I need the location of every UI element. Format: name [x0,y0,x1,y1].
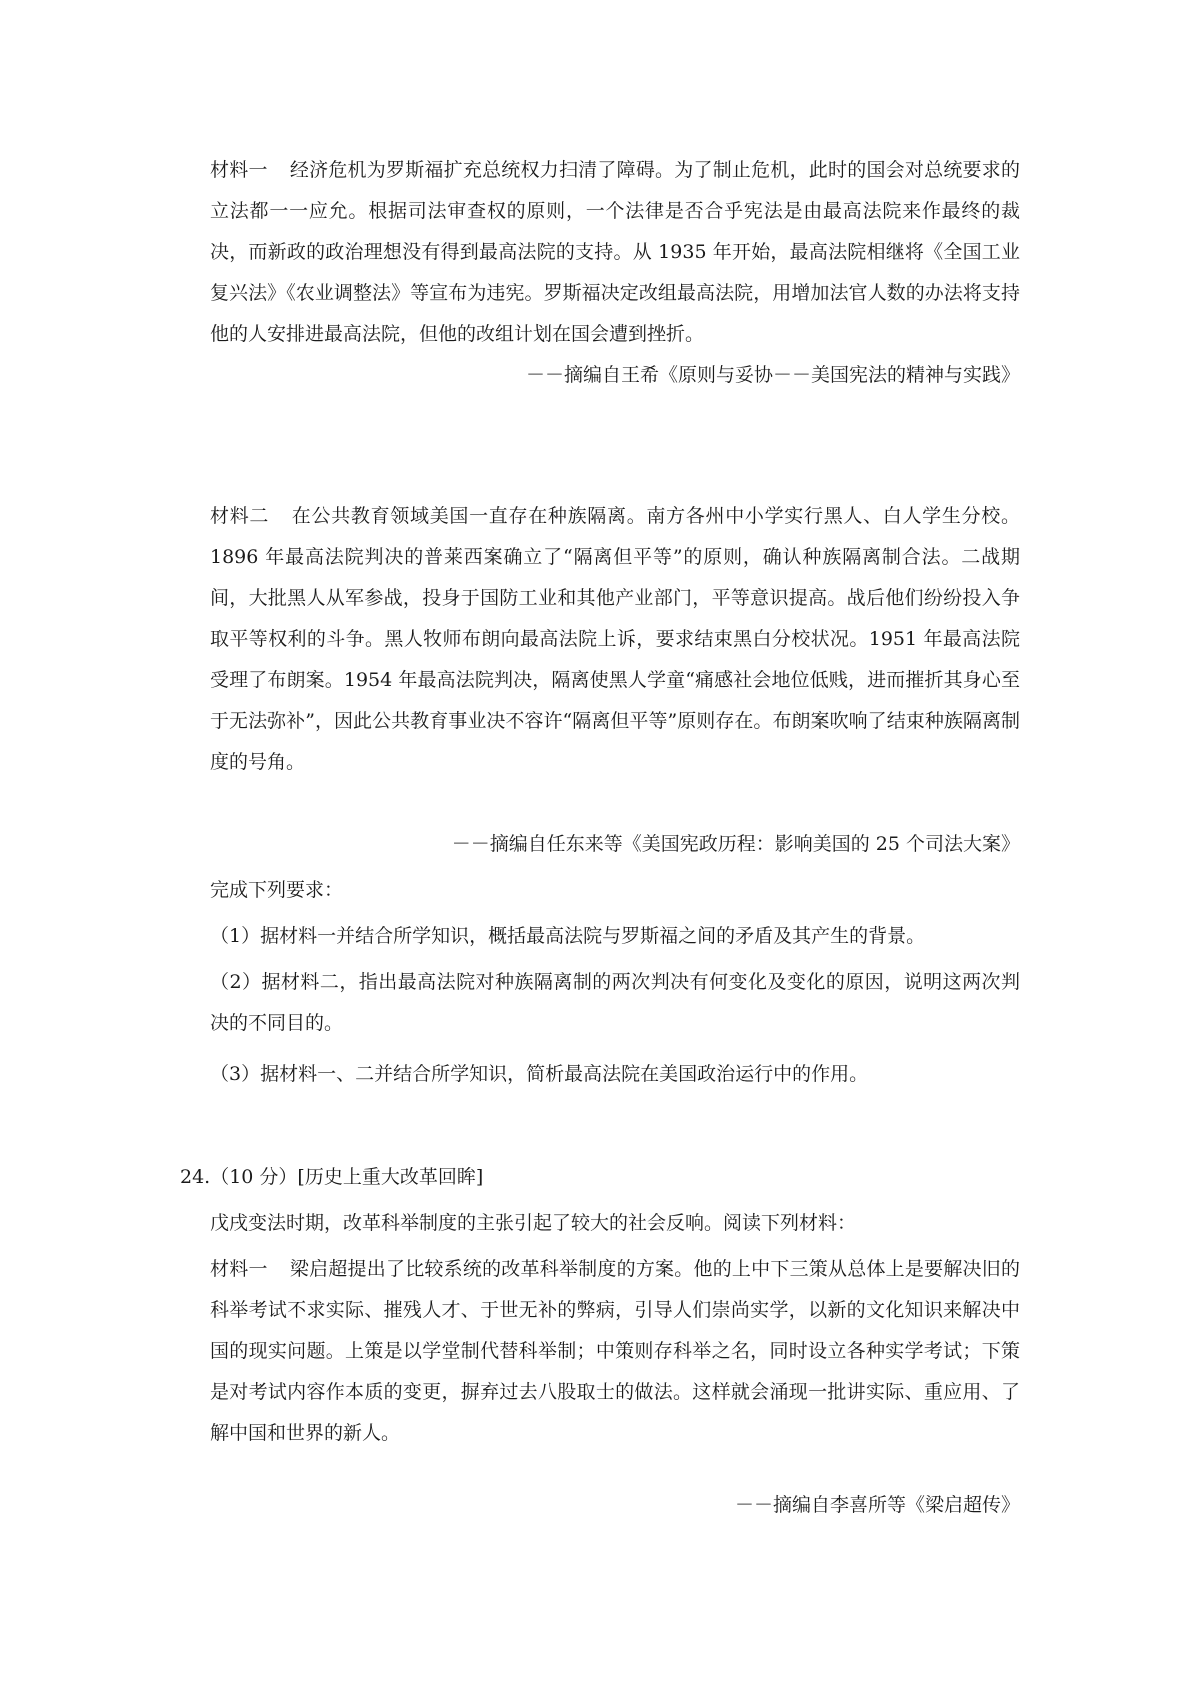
q24-material-1-text: 梁启超提出了比较系统的改革科举制度的方案。他的上中下三策从总体上是要解决旧的科举考试不求实际、摧残人才、于世无补的弊病，引导人们崇尚实学，以新的文化知识来解决中国的现实问题。上策是以学堂制代替科举制；中策则存科举之名，同时设立各种实学考试；下策是对考试内容作本质的变更，摒弃过去八股取士的做法。这样就会涌现一批讲实际、重应用、了解中国和世界的新人。 [210,1258,1020,1444]
material-1-paragraph [210,150,1020,355]
q24-material-1-label: 材料一 [210,1258,268,1280]
material-1-text: 经济危机为罗斯福扩充总统权力扫清了障碍。为了制止危机，此时的国会对总统要求的立法都一一应允。根据司法审查权的原则，一个法律是否合乎宪法是由最高法院来作最终的裁决，而新政的政治理想没有得到最高法院的支持。从 1935 年开始，最高法院相继将《全国工业复兴法》《农业调整法》等宣布为违宪。罗斯福决定改组最高法院，用增加法官人数的办法将支持他的人安排进最高法院，但他的改组计划在国会遭到挫折。 [210,159,1020,345]
material-2-source: －－摘编自任东来等《美国宪政历程：影响美国的 25 个司法大案》 [451,833,1020,855]
material-2-paragraph [210,496,1020,783]
material-1-source: －－摘编自王希《原则与妥协－－美国宪法的精神与实践》 [525,364,1020,386]
question-1: （1）据材料一并结合所学知识，概括最高法院与罗斯福之间的矛盾及其产生的背景。 [210,925,926,947]
question-24-intro: 戊戌变法时期，改革科举制度的主张引起了较大的社会反响。阅读下列材料： [210,1212,857,1234]
question-2: （2）据材料二，指出最高法院对种族隔离制的两次判决有何变化及变化的原因，说明这两次判决的不同目的。 [210,971,1020,1034]
instruction-text: 完成下列要求： [210,879,344,901]
q24-material-1-source: －－摘编自李喜所等《梁启超传》 [734,1494,1020,1516]
material-2-text: 在公共教育领域美国一直存在种族隔离。南方各州中小学实行黑人、白人学生分校。1896 年最高法院判决的普莱西案确立了“隔离但平等”的原则，确认种族隔离制合法。二战期间，大批黑人从军参战，投身于国防工业和其他产业部门，平等意识提高。战后他们纷纷投入争取平等权利的斗争。黑人牧师布朗向最高法院上诉，要求结束黑白分校状况。1951 年最高法院受理了布朗案。1954 年最高法院判决，隔离使黑人学童“痛感社会地位低贱，进而摧折其身心至于无法弥补”，因此公共教育事业决不容许“隔离但平等”原则存在。布朗案吹响了结束种族隔离制度的号角。 [210,505,1020,773]
material-1-label: 材料一 [210,159,268,181]
q24-material-1-paragraph [210,1249,1020,1454]
question-3: （3）据材料一、二并结合所学知识，简析最高法院在美国政治运行中的作用。 [210,1063,869,1085]
material-2-label: 材料二 [210,505,270,527]
question-24-heading: 24.（10 分）[历史上重大改革回眸] [180,1166,484,1188]
